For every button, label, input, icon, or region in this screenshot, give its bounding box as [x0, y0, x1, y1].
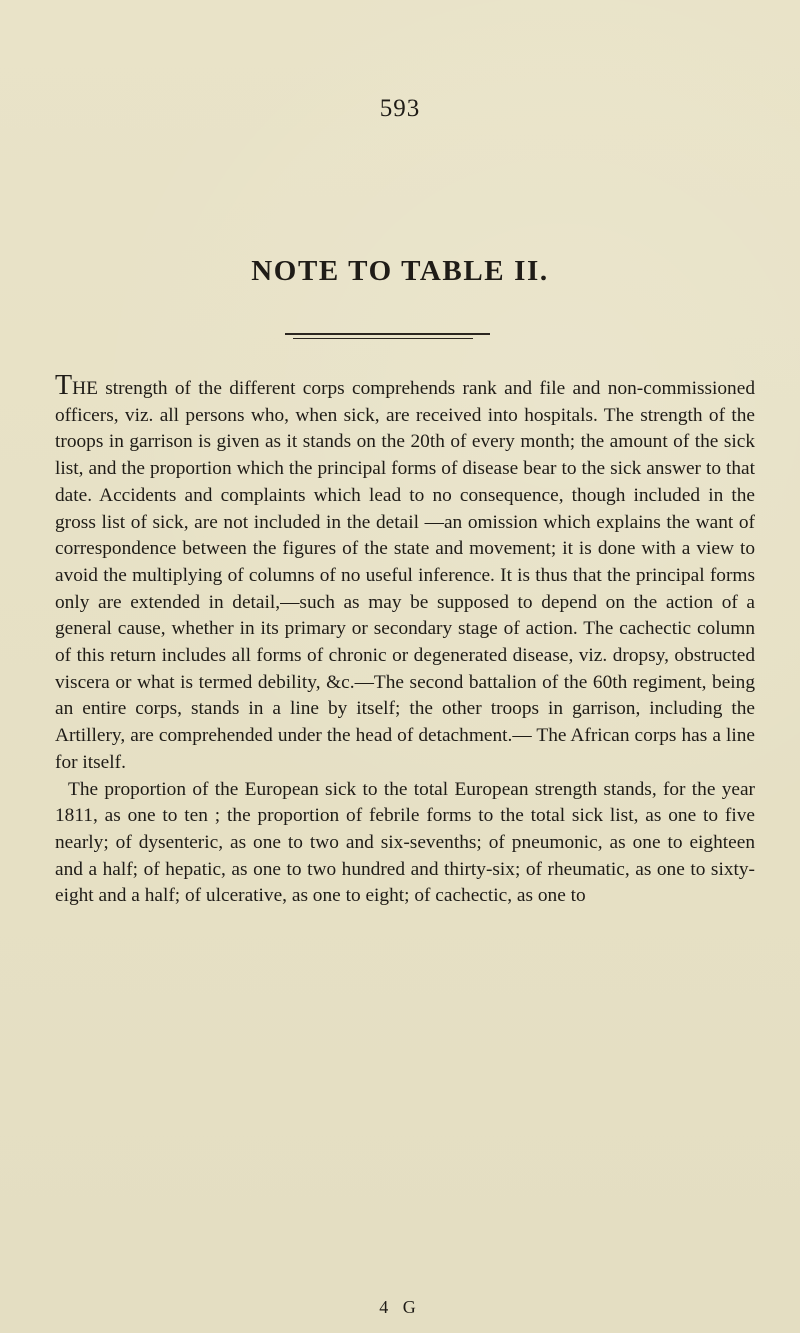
page-number: 593: [379, 95, 421, 122]
paragraph-1: [55, 370, 755, 777]
note-body: [55, 370, 755, 1276]
title-divider: [285, 333, 490, 335]
page-title: NOTE TO TABLE II.: [251, 255, 549, 287]
initial-capital: T: [55, 370, 73, 401]
paragraph-1-text: HE strength of the different corps comprehends rank and file and non-commissioned officers, viz. all persons who, when sick, are received into hospitals. The strength of the troops in garrison is given as it stands on the 20th of every month; the amount of the sick list, and the proportion which the principal forms of disease bear to the sick answer to that date. Accidents and complaints which lead to no consequence, though included in the gross list of sick, are not included in the detail —an omission which explains the want of correspondence between the figures of the state and movement; it is done with a view to avoid the multiplying of columns of no useful inference. It is thus that the principal forms only are extended in detail,—such as may be supposed to depend on the action of a general cause, whether in its primary or secondary stage of action. The cachectic column of this return includes all forms of chronic or degenerated disease, viz. dropsy, obstructed viscera or what is termed debility, &c.—The second battalion of the 60th regiment, being an entire corps, stands in a line by itself; the other troops in garrison, including the Artillery, are comprehended under the head of detachment.— The African corps has a line for itself.: [55, 378, 755, 773]
paragraph-2: The proportion of the European sick to the total European strength stands, for the year 1811, as one to ten ; the proportion of febrile forms to the total sick list, as one to five nearly; of dysenteric, as one to two and six-sevenths; of pneumonic, as one to eighteen and a half; of hepatic, as one to two hundred and thirty-six; of rheumatic, as one to sixty-eight and a half; of ulcerative, as one to eight; of cachectic, as one to: [55, 778, 755, 907]
printer-signature: 4 G: [379, 1297, 421, 1317]
